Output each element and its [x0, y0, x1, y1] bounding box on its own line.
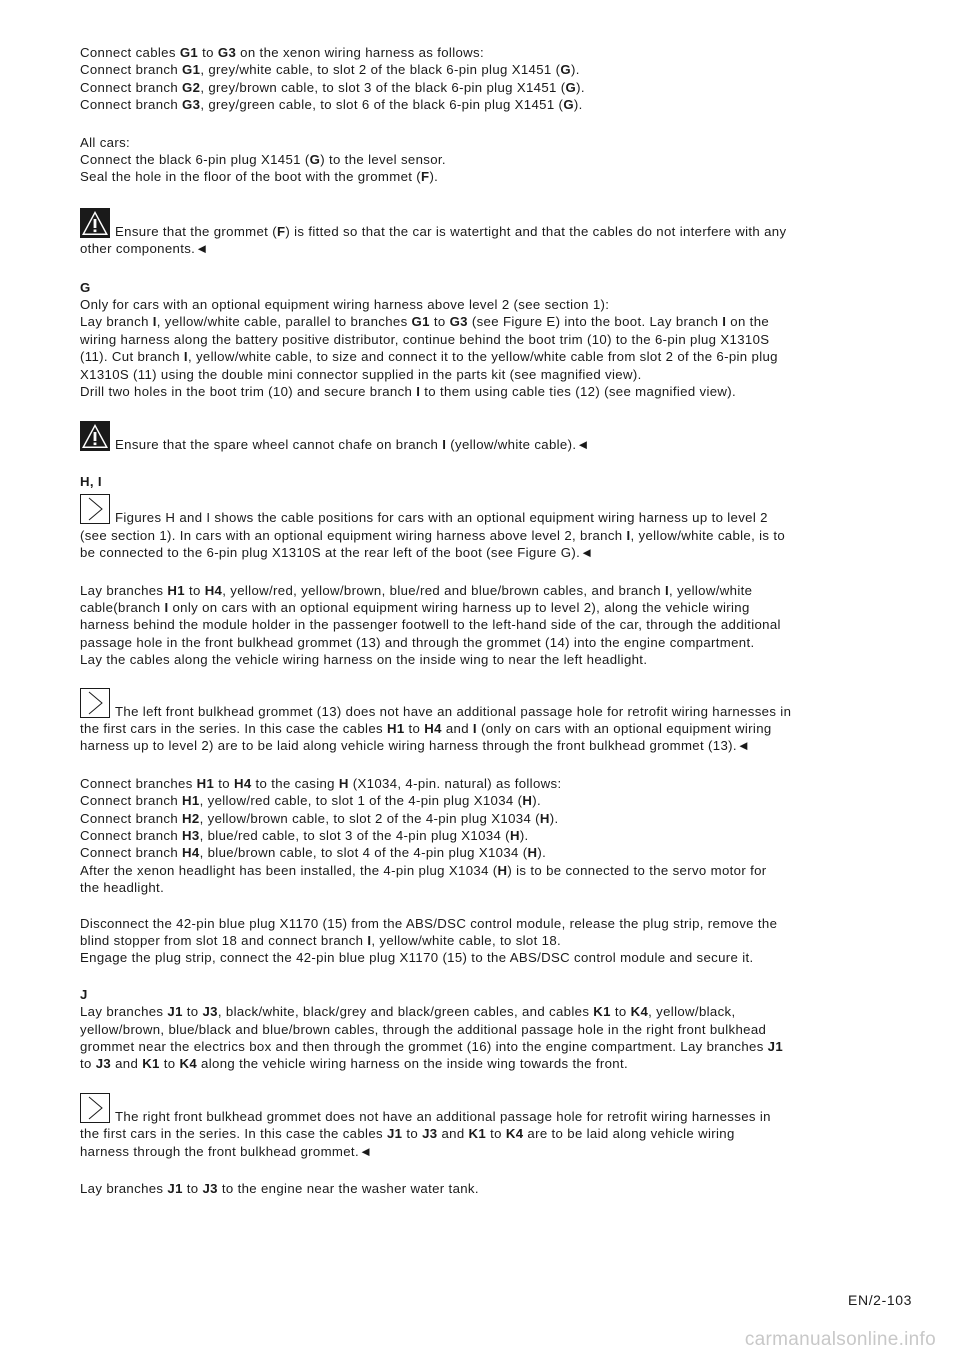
bold-ref: H4: [204, 582, 223, 598]
text-run: Connect branch: [80, 828, 183, 843]
text-line: [80, 1003, 898, 1020]
paragraph-gap: [80, 967, 898, 986]
text-run: Drill two holes in the boot trim (10) and secure branch: [80, 384, 417, 400]
text-run: ) to the level sensor.: [320, 152, 446, 168]
bold-ref: H3: [182, 828, 200, 843]
bold-ref: G3: [217, 45, 237, 60]
paragraph-gap: [80, 755, 898, 775]
text-line: [80, 844, 898, 861]
text-run: to: [610, 1004, 631, 1020]
text-run: to: [184, 582, 205, 598]
text-run: , yellow/white cable, is to: [630, 527, 786, 543]
text-run: Only for cars with an optional equipment wiring harness above level 2 (see section 1):: [80, 297, 610, 313]
text-run: , blue/red cable, to slot 3 of the 4-pin plug X1034 (: [199, 828, 510, 843]
text-line: [80, 544, 898, 561]
text-line: [80, 599, 898, 616]
bold-ref: I: [183, 349, 188, 365]
text-line: [80, 1038, 898, 1055]
paragraph-gap: [80, 1160, 898, 1180]
paragraph: [80, 986, 898, 1073]
bold-ref: J1: [767, 1039, 784, 1055]
info-note: [80, 1093, 898, 1160]
text-run: to: [80, 1056, 96, 1072]
bold-ref: J3: [95, 1056, 112, 1072]
text-run: harness up to level 2) are to be laid along vehicle wiring harness through the front bulkhead grommet (13).: [80, 738, 737, 754]
bold-ref: G: [563, 97, 574, 113]
text-run: other components.: [80, 241, 196, 257]
text-run: ).: [519, 828, 529, 843]
text-run: and: [441, 720, 473, 736]
bold-ref: K4: [505, 1126, 524, 1142]
text-line: [80, 240, 898, 257]
text-run: Lay branches: [80, 582, 168, 598]
text-line: [80, 44, 898, 61]
bold-ref: G: [309, 152, 321, 168]
text-run: , yellow/red, yellow/brown, blue/red and blue/brown cables, and branch: [222, 582, 665, 598]
bold-ref: I: [626, 527, 631, 543]
text-run: blind stopper from slot 18 and connect branch: [80, 933, 368, 949]
text-run: , yellow/white: [668, 582, 753, 598]
text-line: [80, 473, 898, 490]
text-run: only on cars with an optional equipment wiring harness up to level 2), along the vehicle wiring: [168, 599, 750, 615]
bold-ref: F: [276, 223, 286, 239]
text-line: [80, 296, 898, 313]
bold-ref: H: [539, 810, 550, 826]
text-run: are to be laid along vehicle wiring: [523, 1126, 735, 1142]
text-run: Lay branches: [80, 1181, 168, 1197]
text-run: Seal the hole in the floor of the boot with the grommet (: [80, 169, 422, 185]
text-run: ).: [576, 79, 585, 95]
text-line: [80, 279, 898, 296]
note-arrow-icon: [80, 494, 110, 524]
bold-ref: H4: [182, 845, 200, 861]
paragraph: [80, 134, 898, 186]
text-run: The left front bulkhead grommet (13) does not have an additional passage hole for retrofit wiring harnesses in: [115, 703, 792, 719]
bold-ref: I: [416, 384, 421, 400]
text-line: [80, 720, 898, 737]
text-line: [80, 1055, 898, 1072]
text-line: [80, 61, 898, 78]
bold-ref: H: [509, 828, 520, 843]
bold-ref: I: [472, 720, 477, 736]
text-line: [80, 151, 898, 168]
bold-ref: ◄: [580, 545, 594, 561]
text-run: All cars:: [80, 134, 131, 150]
text-run: to: [159, 1056, 180, 1072]
bold-ref: K4: [179, 1056, 198, 1072]
bold-ref: J3: [422, 1126, 438, 1142]
text-line: [80, 1093, 898, 1125]
bold-ref: I: [722, 314, 727, 330]
text-run: (yellow/white cable).: [446, 436, 577, 452]
note-arrow-icon: [80, 688, 110, 718]
bold-ref: G1: [179, 45, 199, 60]
bold-ref: ◄: [736, 738, 751, 754]
text-line: [80, 421, 898, 453]
text-line: [80, 688, 898, 720]
text-run: , yellow/brown cable, to slot 2 of the 4-pin plug X1034 (: [199, 810, 540, 826]
text-line: [80, 366, 898, 383]
paragraph-gap: [80, 114, 898, 134]
text-line: [80, 915, 898, 932]
text-line: [80, 96, 898, 113]
bold-ref: J1: [167, 1004, 183, 1020]
text-run: and: [111, 1056, 143, 1072]
text-run: Connect the black 6-pin plug X1451 (: [80, 152, 310, 168]
text-run: Lay branch: [80, 314, 153, 330]
watermark-text: carmanualsonline.info: [744, 1329, 936, 1350]
text-line: [80, 827, 898, 844]
bold-ref: H: [338, 775, 349, 791]
text-run: (see section 1). In cars with an optional equipment wiring harness above level 2, branch: [80, 527, 627, 543]
text-line: [80, 1180, 898, 1197]
paragraph-gap: [80, 453, 898, 473]
text-line: [80, 986, 898, 1003]
bold-ref: K4: [630, 1004, 649, 1020]
bold-ref: H2: [182, 810, 200, 826]
warning-triangle-icon: [80, 421, 110, 451]
bold-ref: H1: [182, 793, 200, 809]
text-line: [80, 527, 898, 544]
text-run: Figures H and I shows the cable positions for cars with an optional equipment wiring harness up to level 2: [115, 510, 768, 526]
text-run: to: [404, 720, 425, 736]
text-line: [80, 383, 898, 400]
text-run: Lay branches: [80, 1004, 168, 1020]
text-run: yellow/brown, blue/black and blue/brown cables, through the additional passage hole in the right front bulkhead: [80, 1021, 767, 1037]
text-run: the first cars in the series. In this case the cables: [80, 720, 387, 736]
paragraph: [80, 775, 898, 897]
text-run: , grey/white cable, to slot 2 of the black 6-pin plug X1451 (: [200, 62, 561, 78]
text-line: [80, 313, 898, 330]
bold-ref: H: [522, 793, 533, 809]
text-run: (only on cars with an optional equipment wiring: [476, 720, 772, 736]
text-run: Connect branches: [80, 775, 197, 791]
text-run: ).: [549, 810, 559, 826]
text-line: [80, 79, 898, 96]
text-line: [80, 208, 898, 240]
paragraph: [80, 44, 898, 114]
text-run: , grey/green cable, to slot 6 of the black 6-pin plug X1451 (: [200, 97, 564, 113]
text-run: ).: [570, 62, 580, 78]
text-run: passage hole in the front bulkhead grommet (13) and through the grommet (14) into the engine compartment.: [80, 634, 755, 650]
text-run: , yellow/white cable, parallel to branches: [156, 314, 412, 330]
paragraph: [80, 1180, 898, 1197]
text-line: [80, 494, 898, 526]
info-note: [80, 688, 898, 755]
text-run: to: [486, 1126, 506, 1142]
text-line: [80, 810, 898, 827]
text-run: to: [214, 775, 234, 791]
text-run: cable(branch: [80, 599, 165, 615]
text-run: harness through the front bulkhead grommet.: [80, 1143, 359, 1159]
text-run: ) is fitted so that the car is watertight and that the cables do not interfere with any: [285, 223, 787, 239]
text-run: Disconnect the 42-pin blue plug X1170 (15) from the ABS/DSC control module, release the plug strip, remove the: [80, 915, 778, 931]
text-line: [80, 348, 898, 365]
info-note: [80, 494, 898, 561]
text-run: Connect branch: [80, 810, 183, 826]
text-run: to the casing: [251, 775, 339, 791]
bold-ref: H1: [196, 775, 215, 791]
bold-ref: H4: [233, 775, 252, 791]
text-run: along the vehicle wiring harness on the inside wing towards the front.: [197, 1056, 629, 1072]
bold-ref: G3: [182, 97, 201, 113]
bold-ref: K1: [593, 1004, 611, 1020]
text-run: to: [182, 1004, 203, 1020]
bold-ref: ◄: [195, 241, 209, 257]
text-line: [80, 862, 898, 879]
text-run: on the: [726, 314, 770, 330]
warning-note: [80, 421, 898, 453]
text-run: to: [402, 1126, 423, 1142]
paragraph-gap: [80, 562, 898, 582]
text-line: [80, 949, 898, 966]
bold-ref: K1: [468, 1126, 487, 1142]
bold-ref: K1: [142, 1056, 160, 1072]
text-line: [80, 879, 898, 896]
bold-ref: G3: [449, 314, 468, 330]
paragraph-gap: [80, 401, 898, 421]
text-run: ).: [537, 845, 547, 861]
bold-ref: J: [80, 986, 88, 1002]
bold-ref: G: [80, 279, 91, 295]
bold-ref: J1: [167, 1181, 183, 1197]
text-run: Connect branch: [80, 79, 183, 95]
text-run: X1310S (11) using the double mini connector supplied in the parts kit (see magnified view).: [80, 366, 642, 382]
text-line: [80, 932, 898, 949]
text-run: to: [429, 314, 450, 330]
text-run: ).: [532, 793, 541, 809]
note-arrow-icon: [80, 1093, 110, 1123]
text-run: ).: [429, 169, 439, 185]
paragraph-gap: [80, 669, 898, 688]
text-run: ).: [573, 97, 583, 113]
text-run: ) is to be connected to the servo motor for: [507, 862, 767, 878]
bold-ref: F: [421, 169, 430, 185]
text-run: , blue/brown cable, to slot 4 of the 4-pin plug X1034 (: [199, 845, 528, 861]
text-run: harness behind the module holder in the passenger footwell to the left-hand side of the car, through the additional: [80, 617, 781, 633]
text-run: the first cars in the series. In this case the cables: [80, 1126, 387, 1142]
warning-triangle-icon: [80, 208, 110, 238]
text-line: [80, 616, 898, 633]
text-run: After the xenon headlight has been installed, the 4-pin plug X1034 (: [80, 862, 498, 878]
bold-ref: J3: [202, 1181, 218, 1197]
paragraph: [80, 915, 898, 967]
text-line: [80, 168, 898, 185]
text-run: , yellow/white cable, to size and connect it to the yellow/white cable from slot 2 of the 6-pin plug: [187, 349, 778, 365]
bold-ref: I: [367, 933, 372, 949]
bold-ref: H1: [167, 582, 185, 598]
text-run: , black/white, black/grey and black/green cables, and cables: [217, 1004, 594, 1020]
text-run: to them using cable ties (12) (see magnified view).: [420, 384, 737, 400]
paragraph: [80, 582, 898, 669]
text-run: Ensure that the spare wheel cannot chafe on branch: [115, 436, 443, 452]
text-run: to the engine near the washer water tank.: [217, 1181, 479, 1197]
text-run: to: [198, 45, 218, 60]
text-line: [80, 792, 898, 809]
bold-ref: G1: [411, 314, 430, 330]
text-run: (see Figure E) into the boot. Lay branch: [467, 314, 723, 330]
paragraph-gap: [80, 258, 898, 279]
page-number: EN/2-103: [848, 1292, 912, 1308]
text-run: The right front bulkhead grommet does not have an additional passage hole for retrofit wiring harnesses in: [115, 1108, 771, 1124]
bold-ref: H: [527, 845, 538, 861]
paragraph-gap: [80, 897, 898, 915]
text-run: Connect branch: [80, 62, 183, 78]
text-run: , yellow/black,: [648, 1004, 736, 1020]
bold-ref: I: [442, 436, 447, 452]
text-run: (11). Cut branch: [80, 349, 184, 365]
text-run: (X1034, 4-pin. natural) as follows:: [348, 775, 562, 791]
text-run: Connect branch: [80, 845, 183, 861]
paragraph-gap: [80, 186, 898, 208]
text-line: [80, 651, 898, 668]
text-run: Engage the plug strip, connect the 42-pin blue plug X1170 (15) to the ABS/DSC control module and secure it.: [80, 950, 754, 966]
text-run: grommet near the electrics box and then through the grommet (16) into the engine compartment. Lay branches: [80, 1039, 768, 1055]
text-line: [80, 737, 898, 754]
text-run: , grey/brown cable, to slot 3 of the black 6-pin plug X1451 (: [200, 79, 566, 95]
bold-ref: G1: [182, 62, 201, 78]
bold-ref: H4: [424, 720, 442, 736]
text-run: Connect branch: [80, 97, 183, 113]
text-run: wiring harness along the battery positive distributor, continue behind the boot trim (10) to the 6-pin plug X1310S: [80, 331, 770, 347]
bold-ref: H1: [386, 720, 405, 736]
text-line: [80, 134, 898, 151]
bold-ref: H: [497, 862, 508, 878]
paragraph: [80, 279, 898, 401]
text-run: and: [437, 1126, 469, 1142]
text-run: Connect branch: [80, 793, 183, 809]
bold-ref: ◄: [358, 1143, 373, 1159]
document-body: [80, 44, 898, 1198]
bold-ref: ◄: [576, 436, 590, 452]
bold-ref: G2: [182, 79, 201, 95]
bold-ref: J3: [202, 1004, 218, 1020]
text-line: [80, 1143, 898, 1160]
text-run: , yellow/white cable, to slot 18.: [371, 933, 562, 949]
bold-ref: I: [664, 582, 669, 598]
bold-ref: G: [560, 62, 571, 78]
text-run: , yellow/red cable, to slot 1 of the 4-pin plug X1034 (: [199, 793, 523, 809]
text-run: Ensure that the grommet (: [115, 223, 277, 239]
bold-ref: I: [164, 599, 169, 615]
bold-ref: J1: [386, 1126, 403, 1142]
warning-note: [80, 208, 898, 258]
text-run: be connected to the 6-pin plug X1310S at the rear left of the boot (see Figure G).: [80, 545, 581, 561]
text-run: on the xenon wiring harness as follows:: [236, 45, 484, 60]
text-line: [80, 582, 898, 599]
text-line: [80, 1021, 898, 1038]
text-run: to: [182, 1181, 203, 1197]
text-line: [80, 775, 898, 792]
paragraph-gap: [80, 1073, 898, 1093]
bold-ref: H, I: [80, 473, 102, 489]
paragraph: [80, 473, 898, 490]
text-run: Lay the cables along the vehicle wiring harness on the inside wing to near the left headlight.: [80, 652, 648, 668]
text-line: [80, 634, 898, 651]
text-run: the headlight.: [80, 880, 165, 896]
bold-ref: I: [152, 314, 157, 330]
text-line: [80, 331, 898, 348]
text-line: [80, 1125, 898, 1142]
text-run: Connect cables: [80, 45, 180, 60]
bold-ref: G: [565, 79, 577, 95]
